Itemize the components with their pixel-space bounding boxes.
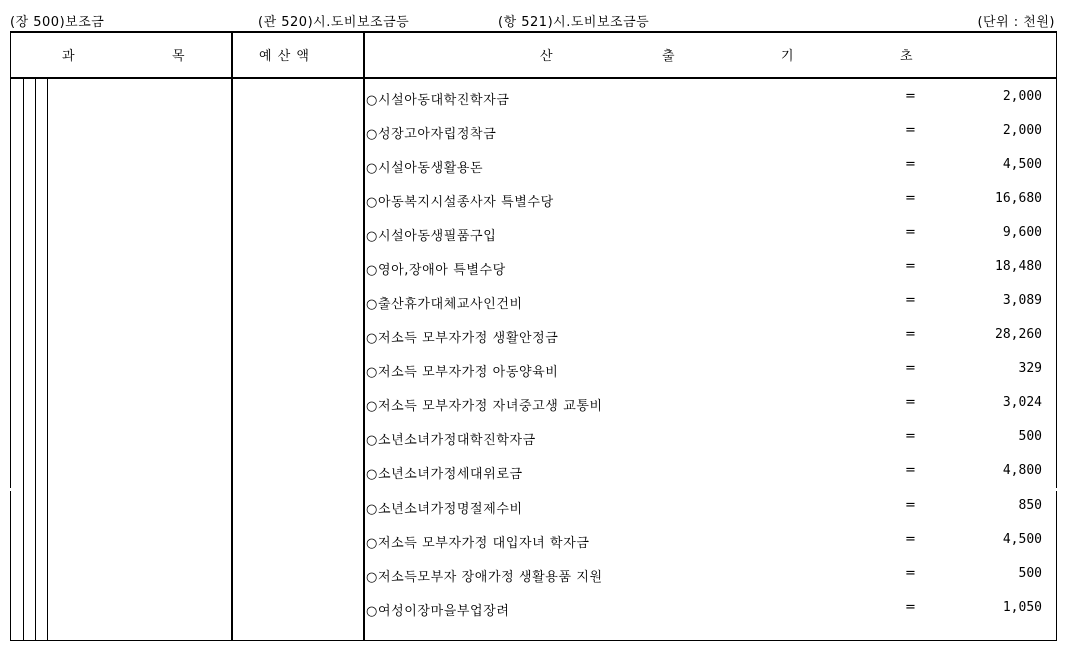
row-item: ○소년소녀가정세대위로금 xyxy=(366,467,523,482)
table-row xyxy=(366,191,1042,213)
subject-divider-2 xyxy=(35,79,36,641)
table-top-border xyxy=(10,31,1057,33)
row-equals: = xyxy=(905,532,917,547)
table-row xyxy=(366,361,1042,383)
header-bottom-border xyxy=(10,77,1057,79)
table-row xyxy=(366,429,1042,451)
col-calc-1: 산 xyxy=(540,49,553,64)
table-row xyxy=(366,532,1042,554)
page-gap-left xyxy=(10,488,11,491)
row-item: ○시설아동생필품구입 xyxy=(366,229,497,244)
page-gap-right xyxy=(1056,488,1057,491)
row-amount: 500 xyxy=(1018,429,1042,444)
row-item: ○저소득모부자 장애가정 생활용품 지원 xyxy=(366,570,603,585)
row-item: ○여성이장마을부업장려 xyxy=(366,604,510,619)
row-amount: 3,024 xyxy=(1002,395,1042,410)
row-amount: 4,500 xyxy=(1002,532,1042,547)
table-row xyxy=(366,395,1042,417)
row-item: ○저소득 모부자가정 생활안정금 xyxy=(366,331,559,346)
row-amount: 4,800 xyxy=(1002,463,1042,478)
table-row xyxy=(366,225,1042,247)
table-row xyxy=(366,259,1042,281)
row-equals: = xyxy=(905,395,917,410)
row-equals: = xyxy=(905,327,917,342)
table-row xyxy=(366,566,1042,588)
row-amount: 329 xyxy=(1018,361,1042,376)
table-left-border xyxy=(10,31,11,641)
row-item: ○시설아동대학진학자금 xyxy=(366,93,510,108)
row-amount: 4,500 xyxy=(1002,157,1042,172)
row-equals: = xyxy=(905,259,917,274)
budget-right-border xyxy=(363,31,365,641)
table-row xyxy=(366,123,1042,145)
row-amount: 16,680 xyxy=(995,191,1042,206)
row-equals: = xyxy=(905,293,917,308)
table-row xyxy=(366,89,1042,111)
unit-label: (단위 : 천원) xyxy=(977,15,1055,30)
row-item: ○소년소녀가정명절제수비 xyxy=(366,502,523,517)
table-row xyxy=(366,293,1042,315)
row-amount: 28,260 xyxy=(995,327,1042,342)
row-amount: 1,050 xyxy=(1002,600,1042,615)
row-equals: = xyxy=(905,498,917,513)
row-equals: = xyxy=(905,600,917,615)
table-right-border xyxy=(1056,31,1057,641)
table-row xyxy=(366,498,1042,520)
row-item: ○출산휴가대체교사인건비 xyxy=(366,297,523,312)
row-item: ○소년소녀가정대학진학자금 xyxy=(366,433,536,448)
row-item: ○영아,장애아 특별수당 xyxy=(366,263,506,278)
row-item: ○시설아동생활용돈 xyxy=(366,161,484,176)
row-item: ○저소득 모부자가정 자녀중고생 교통비 xyxy=(366,399,603,414)
col-budget: 예 산 액 xyxy=(259,49,310,64)
table-row xyxy=(366,157,1042,179)
row-equals: = xyxy=(905,225,917,240)
row-amount: 500 xyxy=(1018,566,1042,581)
col-subject-1: 과 xyxy=(62,49,75,64)
table-bottom-border xyxy=(10,640,1057,641)
table-row xyxy=(366,327,1042,349)
col-calc-4: 초 xyxy=(900,49,913,64)
row-amount: 2,000 xyxy=(1002,123,1042,138)
col-calc-3: 기 xyxy=(781,49,794,64)
row-item: ○성장고아자립정착금 xyxy=(366,127,497,142)
table-row xyxy=(366,463,1042,485)
row-item: ○아동복지시설종사자 특별수당 xyxy=(366,195,554,210)
row-equals: = xyxy=(905,157,917,172)
row-amount: 850 xyxy=(1018,498,1042,513)
row-amount: 18,480 xyxy=(995,259,1042,274)
subject-divider-3 xyxy=(47,79,48,641)
row-equals: = xyxy=(905,429,917,444)
table-row xyxy=(366,600,1042,622)
row-amount: 3,089 xyxy=(1002,293,1042,308)
col-subject-2: 목 xyxy=(172,49,185,64)
row-equals: = xyxy=(905,463,917,478)
row-equals: = xyxy=(905,566,917,581)
gwan-label: (관 520)시.도비보조금등 xyxy=(258,15,410,30)
row-amount: 9,600 xyxy=(1002,225,1042,240)
row-equals: = xyxy=(905,191,917,206)
row-amount: 2,000 xyxy=(1002,89,1042,104)
col-calc-2: 출 xyxy=(662,49,675,64)
row-equals: = xyxy=(905,361,917,376)
row-item: ○저소득 모부자가정 대입자녀 학자금 xyxy=(366,536,590,551)
hang-label: (항 521)시.도비보조금등 xyxy=(498,15,650,30)
budget-left-border xyxy=(231,31,233,641)
jang-label: (장 500)보조금 xyxy=(10,15,105,30)
subject-divider-1 xyxy=(23,79,24,641)
row-equals: = xyxy=(905,123,917,138)
row-item: ○저소득 모부자가정 아동양육비 xyxy=(366,365,559,380)
row-equals: = xyxy=(905,89,917,104)
